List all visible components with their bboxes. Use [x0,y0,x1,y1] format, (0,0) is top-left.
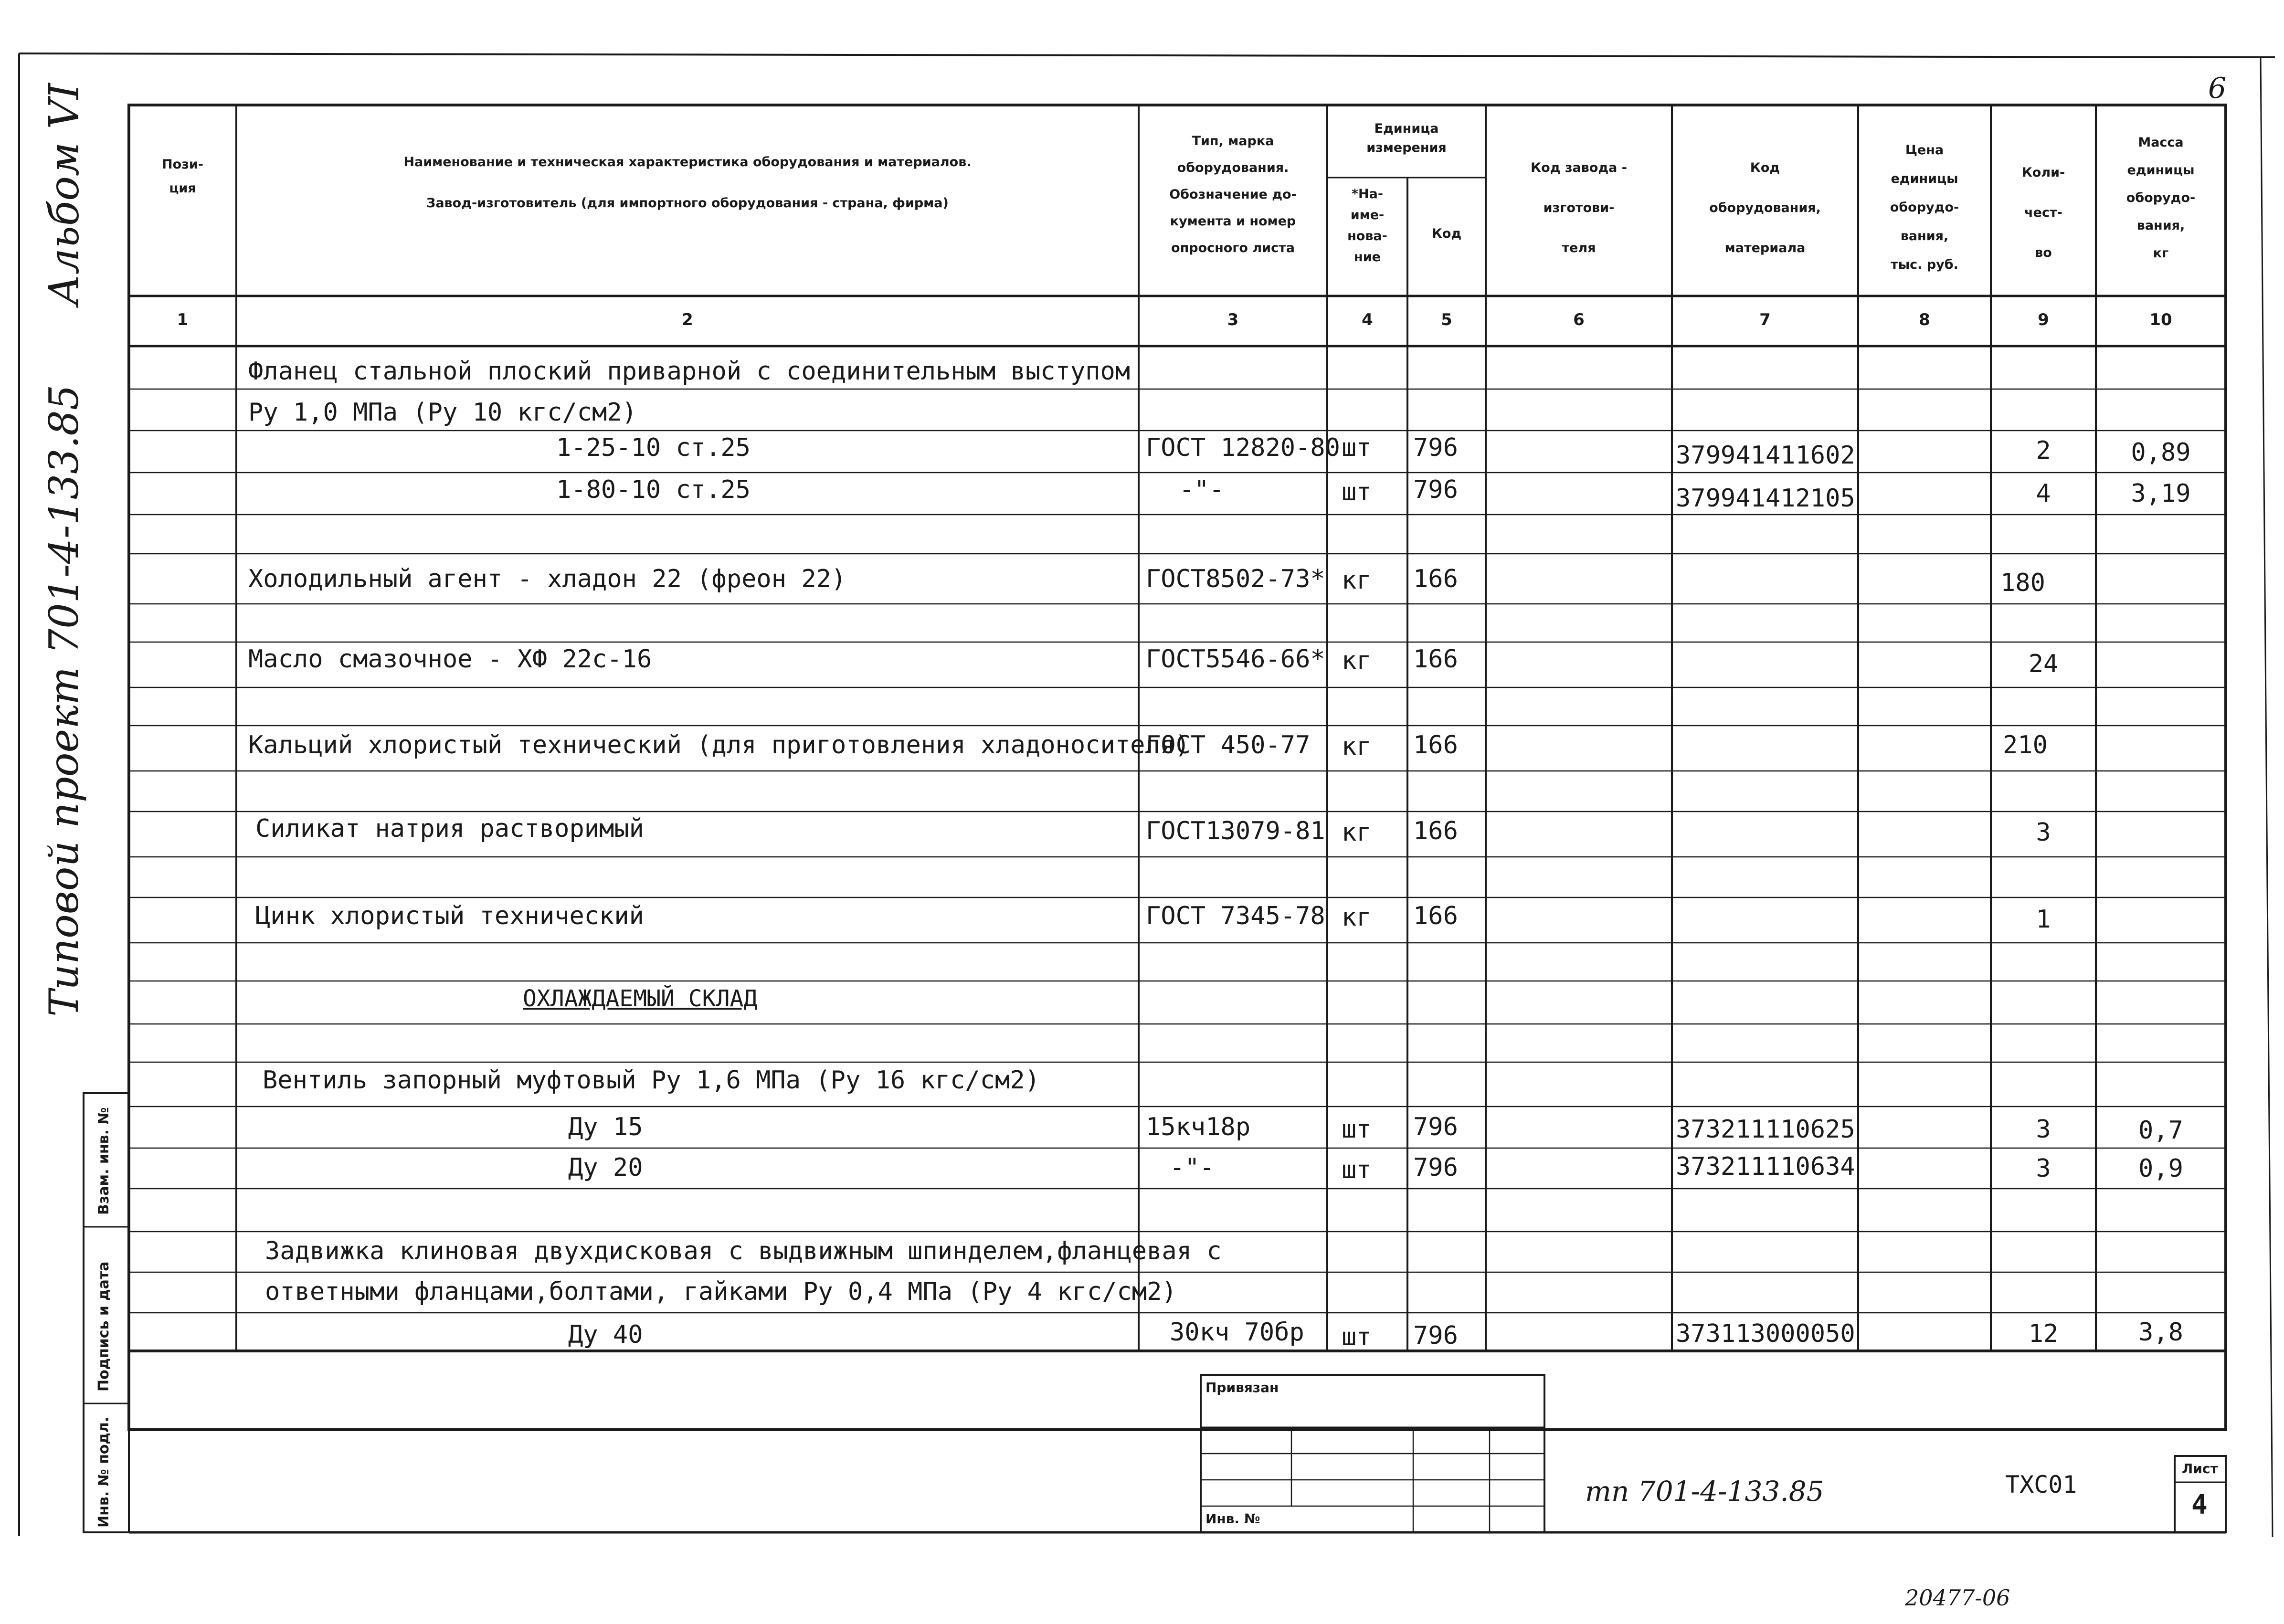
row-name: 1-25-10 ст.25 [556,433,751,462]
row-type: ГОСТ 7345-78 [1146,902,1325,930]
row-code: 796 [1413,1321,1458,1350]
column-number-5: 5 [1441,310,1452,329]
row-quantity: 12 [2028,1319,2059,1348]
row-quantity: 210 [2003,731,2048,759]
row-code: 166 [1413,817,1458,845]
column-number-7: 7 [1759,310,1771,329]
stamp-sheet-number: 4 [2191,1489,2208,1520]
stamp-code: ТХС01 [2005,1471,2077,1498]
row-name: Силикат натрия растворимый [255,814,644,843]
row-unit: кг [1342,903,1372,932]
stamp-inv-no: Инв. № [1205,1511,1260,1527]
row-name: Задвижка клиновая двухдисковая с выдвижным шпинделем,фланцевая с [265,1237,1222,1265]
column-number-4: 4 [1362,310,1373,329]
row-mass: 0,89 [2131,438,2191,467]
header-name: Наименование и техническая характеристика оборудования и материалов. Завод-изготовитель (для импортного оборудования - страна, фирма) [403,155,972,211]
row-name: Фланец стальной плоский приварной с соединительным выступом [248,357,1131,386]
row-name: 1-80-10 ст.25 [556,475,751,504]
row-name: Цинк хлористый технический [255,902,644,930]
row-name: Ду 20 [568,1153,643,1182]
row-type: ГОСТ 450-77 [1146,731,1311,759]
row-mass: 3,19 [2131,479,2191,508]
bottom-number: 20477-06 [1905,1585,2010,1611]
column-number-2: 2 [682,310,693,329]
header-equipment-code: Код оборудования, материала [1709,160,1821,255]
row-code: 166 [1413,565,1458,593]
row-name: Ду 15 [568,1113,643,1141]
header-position: Пози- ция [162,157,203,196]
vzam-inv-label: Взам. инв. № [95,1107,112,1215]
page-number: 6 [2208,72,2227,105]
row-quantity: 24 [2028,650,2059,678]
inv-original-label: Инв. № подл. [95,1416,112,1528]
album-label: Альбом VI [41,83,88,306]
section-title: ОХЛАЖДАЕМЫЙ СКЛАД [523,985,758,1012]
row-mass: 0,9 [2138,1154,2183,1183]
header-price: Цена единицы оборудо- вания, тыс. руб. [1890,143,1959,272]
column-number-9: 9 [2038,310,2049,329]
row-quantity: 2 [2036,436,2051,465]
row-quantity: 3 [2036,818,2051,847]
row-equipment-code: 379941412105 [1676,484,1855,513]
row-code: 796 [1413,475,1458,504]
row-quantity: 3 [2036,1115,2051,1144]
row-code: 796 [1413,1113,1458,1141]
row-code: 796 [1413,433,1458,462]
row-unit: шт [1342,1323,1372,1351]
row-type: 15кч18р [1146,1113,1251,1141]
row-mass: 0,7 [2138,1116,2183,1145]
row-code: 166 [1413,902,1458,930]
row-quantity: 1 [2036,905,2051,934]
row-unit: шт [1342,433,1372,462]
row-unit: шт [1342,1115,1372,1144]
stamp-sheet-label: Лист [2182,1461,2218,1476]
row-type: -"- [1179,475,1224,504]
header-quantity: Коли- чест- во [2021,165,2065,260]
row-name: Масло смазочное - ХФ 22с-16 [248,645,652,674]
row-name: ответными фланцами,болтами, гайками Ру 0,4 МПа (Ру 4 кгс/см2) [265,1277,1177,1306]
row-equipment-code: 373211110634 [1676,1152,1855,1181]
header-plant-code: Код завода - изготови- теля [1531,160,1627,255]
row-unit: кг [1342,732,1372,761]
row-type: ГОСТ5546-66* [1146,645,1325,674]
row-name: Ру 1,0 МПа (Ру 10 кгс/см2) [248,398,637,427]
row-unit: кг [1342,818,1372,847]
row-unit: шт [1342,1156,1372,1184]
project-label: Типовой проект 701-4-133.85 [41,384,87,1017]
header-unit-name: *На- име- нова- ние [1347,187,1387,264]
row-type: -"- [1170,1153,1215,1182]
row-name: Холодильный агент - хладон 22 (фреон 22) [248,565,846,593]
row-name: Вентиль запорный муфтовый Ру 1,6 МПа (Ру 16 кгс/см2) [263,1066,1040,1095]
row-code: 166 [1413,645,1458,674]
header-unit-group: Единица измерения [1366,121,1447,155]
row-type: ГОСТ13079-81 [1146,817,1325,845]
row-unit: кг [1342,646,1372,675]
row-unit: кг [1342,566,1372,595]
column-number-8: 8 [1919,310,1930,329]
signature-date-label: Подпись и дата [95,1261,112,1392]
row-mass: 3,8 [2138,1318,2183,1347]
row-quantity: 3 [2036,1154,2051,1183]
row-code: 796 [1413,1153,1458,1182]
row-type: ГОСТ 12820-80 [1146,433,1340,462]
stamp-privyazan: Привязан [1205,1380,1279,1395]
column-number-1: 1 [177,310,189,329]
row-quantity: 4 [2036,479,2051,508]
row-equipment-code: 373211110625 [1676,1115,1855,1144]
row-type: ГОСТ8502-73* [1146,565,1325,593]
row-quantity: 180 [2000,569,2045,597]
row-unit: шт [1342,478,1372,506]
header-type: Тип, марка оборудования. Обозначение до- кумента и номер опросного листа [1169,134,1297,255]
stamp-designation: тп 701-4-133.85 [1585,1475,1824,1508]
column-number-10: 10 [2149,310,2172,329]
header-unit-code: Код [1431,226,1462,241]
header-mass: Масса единицы оборудо- вания, кг [2126,135,2196,261]
column-number-3: 3 [1227,310,1239,329]
row-code: 166 [1413,731,1458,759]
row-name: Кальций хлористый технический (для приготовления хладоносителя) [248,731,1190,759]
row-type: 30кч 70бр [1170,1318,1304,1347]
row-equipment-code: 379941411602 [1676,441,1855,470]
column-number-6: 6 [1573,310,1585,329]
row-name: Ду 40 [568,1320,643,1349]
row-equipment-code: 373113000050 [1676,1319,1855,1348]
